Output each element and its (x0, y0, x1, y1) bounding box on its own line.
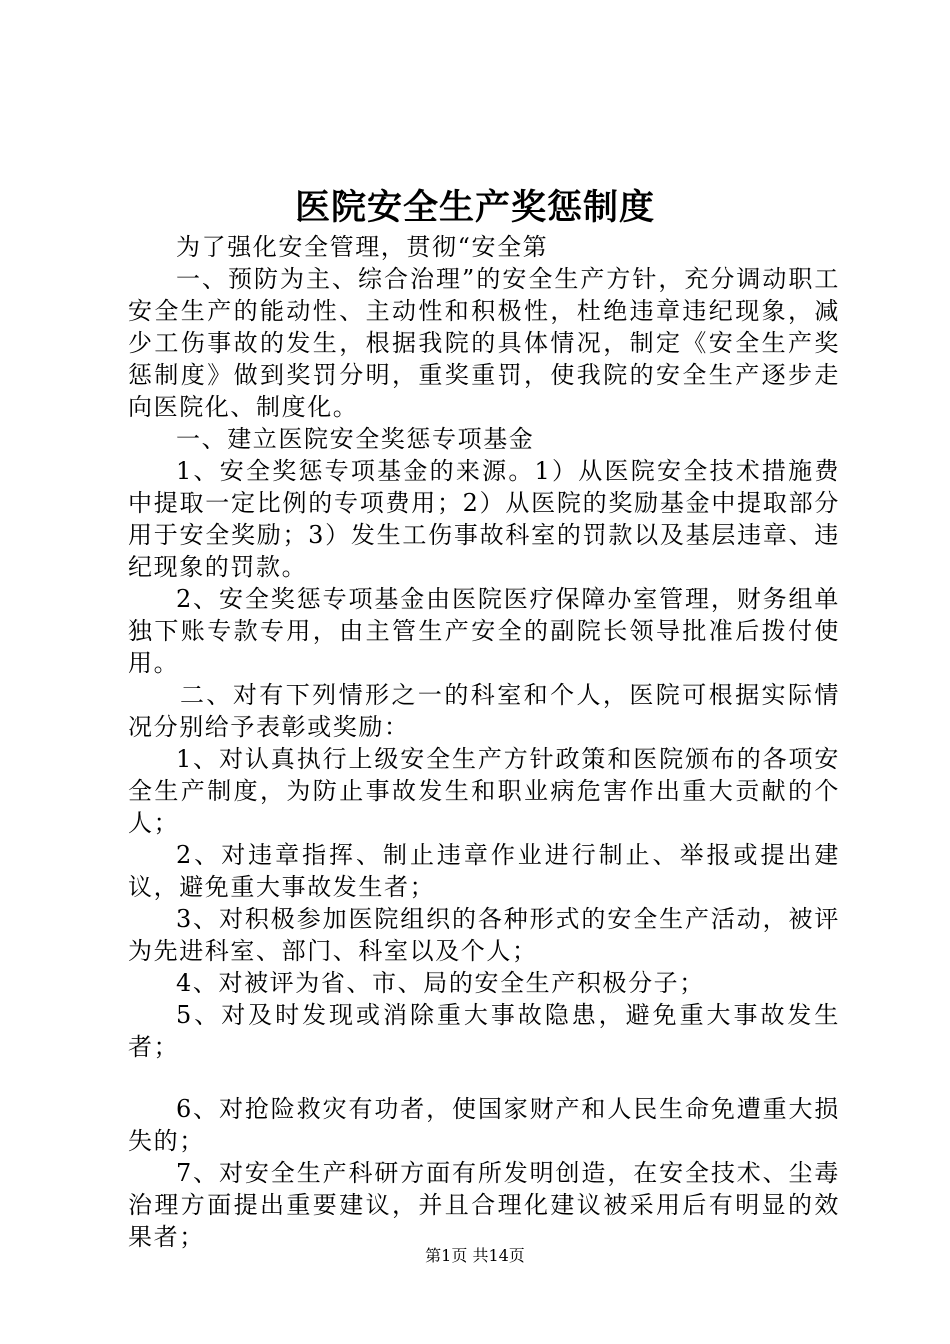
list-item: 3、对积极参加医院组织的各种形式的安全生产活动，被评为先进科室、部门、科室以及个人； (128, 905, 840, 965)
section-heading-1: 一、建立医院安全奖惩专项基金 (176, 425, 535, 453)
paragraph-fund-source: 1、安全奖惩专项基金的来源。1）从医院安全技术措施费中提取一定比例的专项费用；2）从医院的奖励基金中提取部分用于安全奖励；3）发生工伤事故科室的罚款以及基层违章、违纪现象的罚款。 (128, 457, 840, 581)
list-item: 6、对抢险救灾有功者，使国家财产和人民生命免遭重大损失的； (128, 1095, 840, 1155)
list-item: 5、对及时发现或消除重大事故隐患，避免重大事故发生者； (128, 1001, 840, 1061)
list-item: 1、对认真执行上级安全生产方针政策和医院颁布的各项安全生产制度，为防止事故发生和职业病危害作出重大贡献的个人； (128, 745, 840, 837)
list-item: 7、对安全生产科研方面有所发明创造，在安全技术、尘毒治理方面提出重要建议，并且合理化建议被采用后有明显的效果者； (128, 1159, 840, 1251)
list-item: 4、对被评为省、市、局的安全生产积极分子； (176, 969, 705, 997)
page-footer: 第1页 共14页 (425, 1246, 525, 1265)
document-body (128, 231, 840, 1253)
paragraph-policy: 一、预防为主、综合治理”的安全生产方针，充分调动职工安全生产的能动性、主动性和积极性，杜绝违章违纪现象，减少工伤事故的发生，根据我院的具体情况，制定《安全生产奖惩制度》做到奖罚分明，重奖重罚，使我院的安全生产逐步走向医院化、制度化。 (128, 265, 840, 421)
section-heading-2: 二、对有下列情形之一的科室和个人，医院可根据实际情况分别给予表彰或奖励： (128, 681, 840, 741)
paragraph-fund-management: 2、安全奖惩专项基金由医院医疗保障办室管理，财务组单独下账专款专用，由主管生产安全的副院长领导批准后拨付使用。 (128, 585, 840, 677)
list-item: 2、对违章指挥、制止违章作业进行制止、举报或提出建议，避免重大事故发生者； (128, 841, 840, 901)
paragraph-intro: 为了强化安全管理，贯彻“安全第 (176, 233, 549, 261)
document-title: 医院安全生产奖惩制度 (294, 187, 655, 228)
